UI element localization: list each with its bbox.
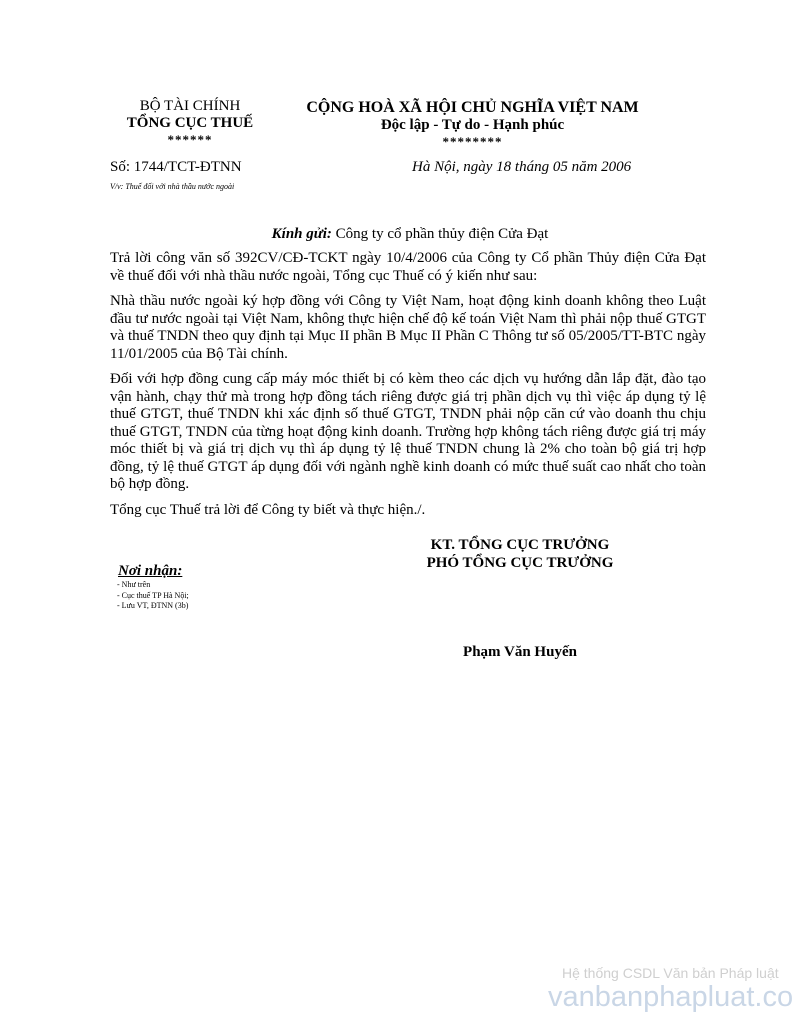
recipient-item: - Như trên xyxy=(117,580,151,589)
department-name: TỔNG CỤC THUẾ xyxy=(126,115,254,131)
addressee-label: Kính gửi: xyxy=(271,226,332,242)
body-paragraph: Trả lời công văn số 392CV/CĐ-TCKT ngày 10/4/2006 của Công ty Cổ phần Thủy điện Cửa Đạt về thuế đối với nhà thầu nước ngoài, Tổng cục Thuế có ý kiến như sau: xyxy=(110,250,706,284)
signer-name: Phạm Văn Huyến xyxy=(463,644,577,660)
national-title-block xyxy=(300,98,645,149)
national-title: CỘNG HOÀ XÃ HỘI CHỦ NGHĨA VIỆT NAM xyxy=(306,99,639,116)
motto-divider: ******** xyxy=(442,134,503,149)
letter-body xyxy=(110,250,706,527)
document-date: Hà Nội, ngày 18 tháng 05 năm 2006 xyxy=(412,159,632,175)
ministry-name: BỘ TÀI CHÍNH xyxy=(139,98,241,114)
watermark-line-2: vanbanphapluat.co xyxy=(548,981,794,1013)
recipient-item: - Cục thuế TP Hà Nội; xyxy=(117,590,189,600)
document-number: Số: 1744/TCT-ĐTNN xyxy=(110,159,242,175)
addressee-name: Công ty cổ phần thủy điện Cửa Đạt xyxy=(335,226,549,242)
recipients-block xyxy=(118,563,189,612)
issuer-block xyxy=(105,98,275,147)
recipient-item: - Lưu VT, ĐTNN (3b) xyxy=(117,601,189,610)
recipients-title: Nơi nhận: xyxy=(118,563,183,579)
body-paragraph: Nhà thầu nước ngoài ký hợp đồng với Công ty Việt Nam, hoạt động kinh doanh không theo Luật đầu tư nước ngoài tại Việt Nam, không thực hiện chế độ kế toán Việt Nam thì phải nộp thuế GTGT và thuế TNDN theo quy định tại Mục II phần B Mục II Phần C Thông tư số 05/2005/TT-BTC ngày 11/01/2005 của Bộ Tài chính. xyxy=(110,293,706,362)
document-subject: V/v: Thuế đối với nhà thầu nước ngoài xyxy=(110,182,235,191)
signature-title-2: PHÓ TỔNG CỤC TRƯỞNG xyxy=(426,555,614,571)
body-paragraph: Đối với hợp đồng cung cấp máy móc thiết bị có kèm theo các dịch vụ hướng dẫn lắp đặt, đào tạo vận hành, chạy thử mà trong hợp đồng tách riêng được giá trị phần dịch vụ thì việc áp dụng tỷ lệ thuế GTGT, thuế TNDN khi xác định số thuế GTGT, TNDN phải nộp căn cứ vào doanh thu chịu thuế GTGT, TNDN của từng hoạt động kinh doanh. Trường hợp không tách riêng được giá trị máy móc thiết bị và giá trị dịch vụ thì áp dụng tỷ lệ thuế TNDN chung là 2% cho toàn bộ giá trị hợp đồng, tỷ lệ thuế GTGT áp dụng đối với ngành nghề kinh doanh có mức thuế suất cao nhất cho toàn bộ hợp đồng. xyxy=(110,371,706,492)
issuer-divider: ****** xyxy=(167,132,213,147)
body-paragraph: Tổng cục Thuế trả lời để Công ty biết và thực hiện./. xyxy=(110,501,426,518)
national-motto: Độc lập - Tự do - Hạnh phúc xyxy=(380,117,565,133)
signature-block xyxy=(400,536,640,572)
addressee-line xyxy=(110,226,710,243)
signature-title-1: KT. TỔNG CỤC TRƯỞNG xyxy=(430,537,610,553)
watermark-line-1: Hệ thống CSDL Văn bản Pháp luật xyxy=(562,965,779,981)
